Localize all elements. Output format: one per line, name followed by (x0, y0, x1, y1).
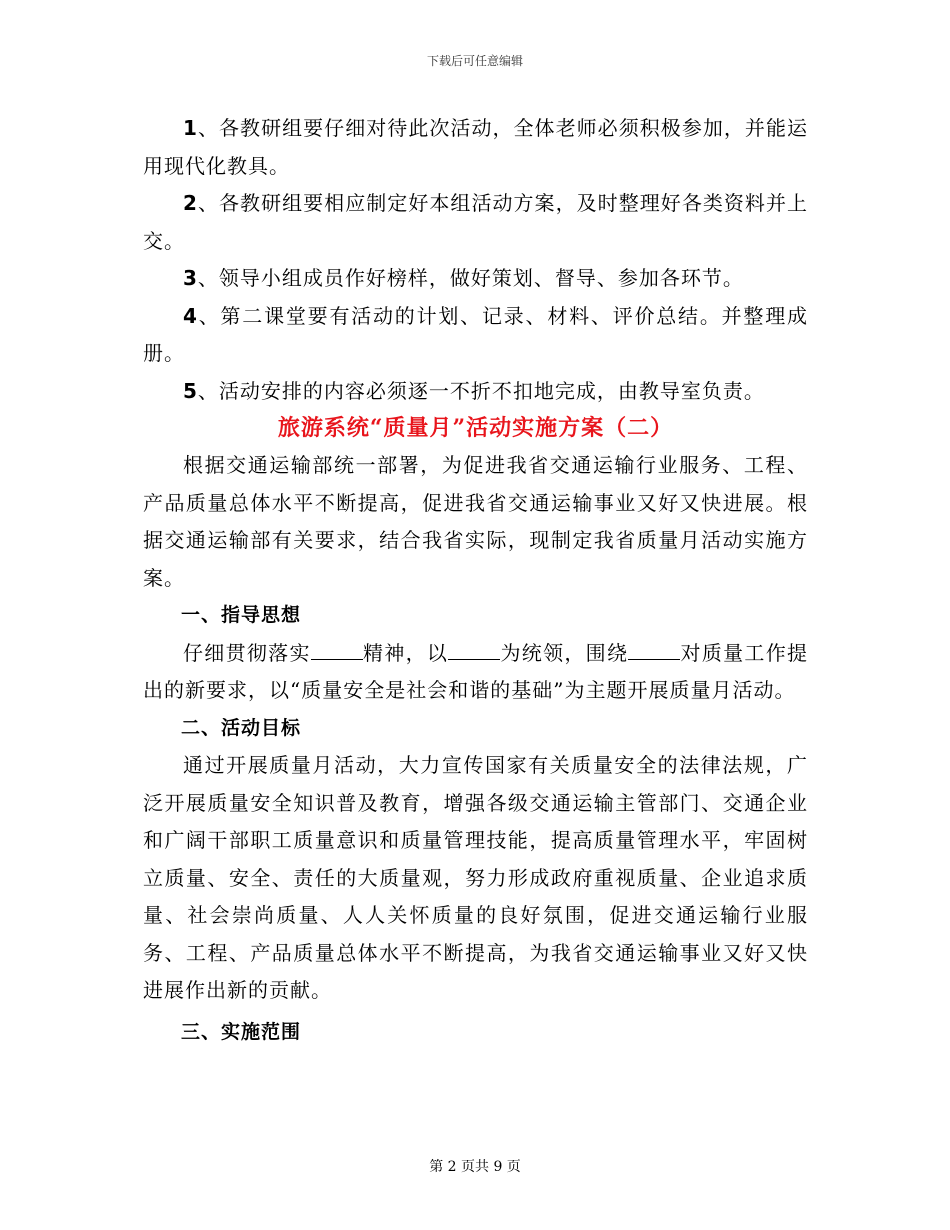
item-number: 2 (183, 191, 198, 215)
section-heading: 二、活动目标 (181, 716, 302, 739)
list-item (143, 260, 808, 298)
item-number: 1 (183, 116, 198, 140)
fill-blank (628, 641, 680, 660)
intro-paragraph: 根据交通运输部统一部署，为促进我省交通运输行业服务、工程、产品质量总体水平不断提高，促进我省交通运输事业又好又快进展。根据交通运输部有关要求，结合我省实际，现制定我省质量月活动实施方案。 (143, 453, 808, 590)
item-number: 3 (183, 266, 198, 290)
section-paragraph: 通过开展质量月活动，大力宣传国家有关质量安全的法律法规，广泛开展质量安全知识普及教育，增强各级交通运输主管部门、交通企业和广阔干部职工质量意识和质量管理技能，提高质量管理水平，牢固树立质量、安全、责任的大质量观，努力形成政府重视质量、企业追求质量、社会崇尚质量、人人关怀质量的良好氛围，促进交通运输行业服务、工程、产品质量总体水平不断提高，为我省交通运输事业又好又快进展作出新的贡献。 (143, 753, 808, 1002)
item-text: 、第二课堂要有活动的计划、记录、材料、评价总结。并整理成册。 (143, 303, 808, 365)
document-title: 旅游系统“质量月”活动实施方案（二） (277, 415, 674, 441)
list-item (143, 298, 808, 373)
page-header: 下载后可任意编辑 (426, 54, 523, 68)
document-body (143, 110, 808, 1051)
fill-blank (311, 641, 363, 660)
section-paragraph: 仔细贯彻落实 精神，以 为统领，围绕 对质量工作提出的新要求，以“质量安全是社会和谐的基础”为主题开展质量月活动。 (143, 640, 809, 702)
section-heading: 一、指导思想 (181, 604, 302, 626)
page-footer: 第 2 页共 9 页 (429, 1159, 521, 1175)
section-heading: 三、实施范围 (181, 1020, 302, 1043)
fill-blank (448, 641, 500, 660)
list-item (143, 110, 808, 185)
item-text: 、活动安排的内容必须逐一不折不扣地完成，由教导室负责。 (197, 378, 765, 403)
list-item (143, 185, 808, 260)
list-item (143, 373, 808, 411)
item-number: 5 (183, 378, 198, 403)
item-text: 、领导小组成员作好榜样，做好策划、督导、参加各环节。 (197, 266, 744, 290)
item-number: 4 (183, 303, 198, 328)
item-text: 、各教研组要相应制定好本组活动方案，及时整理好各类资料并上交。 (143, 191, 808, 253)
item-text: 、各教研组要仔细对待此次活动，全体老师必须积极参加，并能运用现代化教具。 (143, 116, 808, 178)
